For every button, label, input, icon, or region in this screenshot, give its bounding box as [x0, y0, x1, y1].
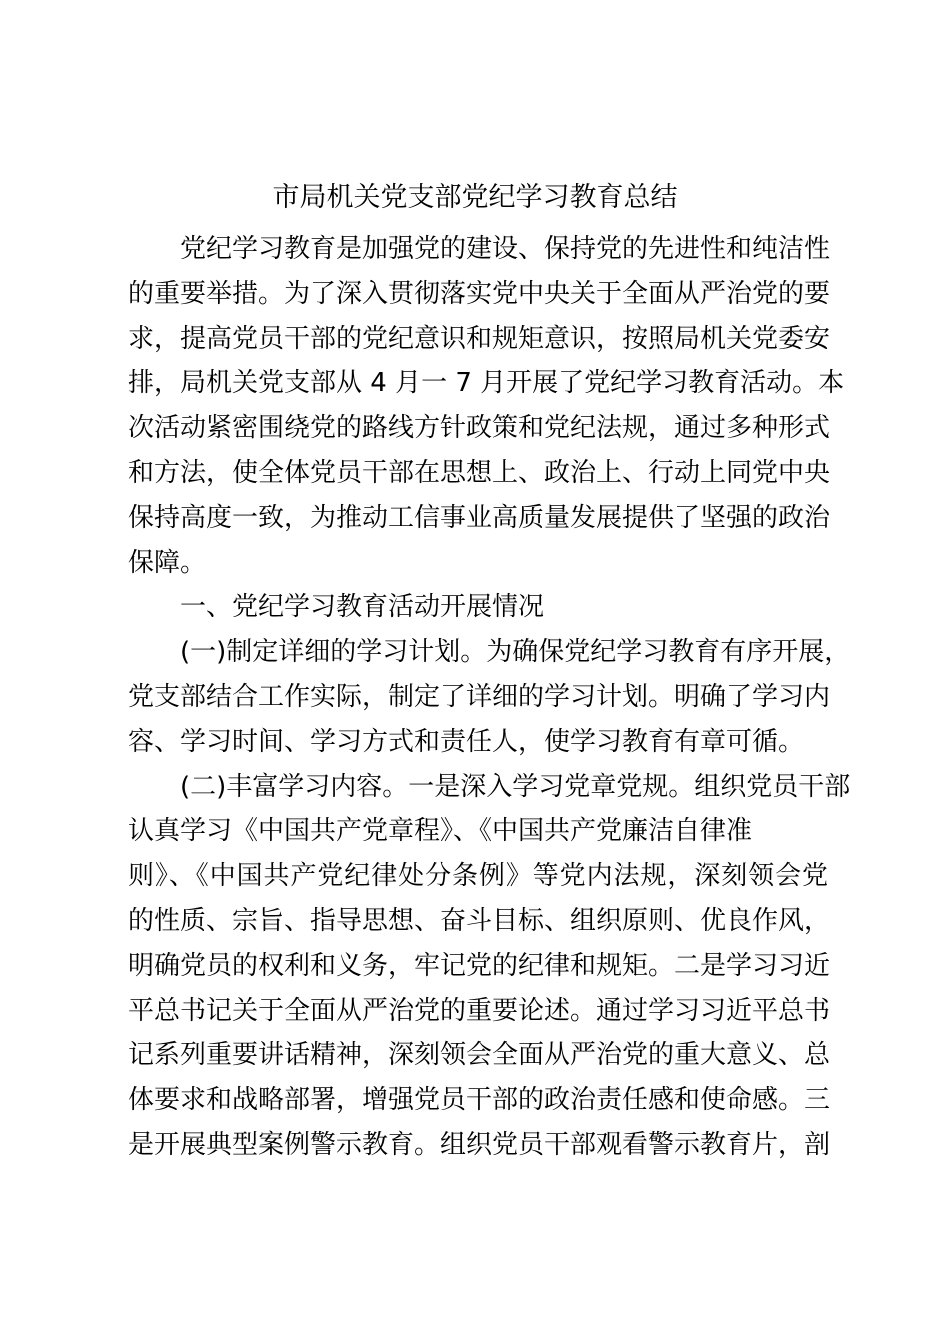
- paragraph-line: 次活动紧密围绕党的路线方针政策和党纪法规，通过多种形式: [128, 413, 831, 444]
- document-title: 市局机关党支部党纪学习教育总结: [272, 182, 678, 213]
- document-body: [128, 227, 851, 1168]
- paragraph-line: 的性质、宗旨、指导思想、奋斗目标、组织原则、优良作风，: [128, 905, 831, 936]
- paragraph-line: 是开展典型案例警示教育。组织党员干部观看警示教育片，剖: [128, 1129, 831, 1160]
- section-heading: 一、党纪学习教育活动开展情况: [180, 592, 545, 623]
- paragraph-line: 和方法，使全体党员干部在思想上、政治上、行动上同党中央: [128, 457, 831, 488]
- paragraph-line: (一)制定详细的学习计划。为确保党纪学习教育有序开展，: [180, 637, 851, 668]
- paragraph-line: 平总书记关于全面从严治党的重要论述。通过学习习近平总书: [128, 995, 831, 1026]
- paragraph-line: 明确党员的权利和义务，牢记党的纪律和规矩。二是学习习近: [128, 950, 831, 981]
- paragraph-line: 容、学习时间、学习方式和责任人，使学习教育有章可循。: [128, 726, 805, 757]
- paragraph-line: 体要求和战略部署，增强党员干部的政治责任感和使命感。三: [128, 1085, 831, 1116]
- paragraph-line: 党纪学习教育是加强党的建设、保持党的先进性和纯洁性: [180, 234, 831, 264]
- paragraph-line: 求，提高党员干部的党纪意识和规矩意识，按照局机关党委安: [128, 323, 831, 354]
- paragraph-line: 党支部结合工作实际，制定了详细的学习计划。明确了学习内: [128, 681, 831, 712]
- paragraph-line: 的重要举措。为了深入贯彻落实党中央关于全面从严治党的要: [128, 278, 831, 309]
- paragraph-line: 保障。: [128, 547, 207, 578]
- paragraph-line: 则》、《中国共产党纪律处分条例》等党内法规，深刻领会党: [128, 861, 828, 892]
- paragraph-line: 认真学习《中国共产党章程》、《中国共产党廉洁自律准: [128, 816, 753, 847]
- paragraph-line: 排，局机关党支部从 4 月一 7 月开展了党纪学习教育活动。本: [128, 368, 845, 399]
- paragraph-line: 保持高度一致，为推动工信事业高质量发展提供了坚强的政治: [128, 502, 831, 533]
- paragraph-line: 记系列重要讲话精神，深刻领会全面从严治党的重大意义、总: [128, 1040, 831, 1071]
- paragraph-line: (二)丰富学习内容。一是深入学习党章党规。组织党员干部: [180, 771, 851, 802]
